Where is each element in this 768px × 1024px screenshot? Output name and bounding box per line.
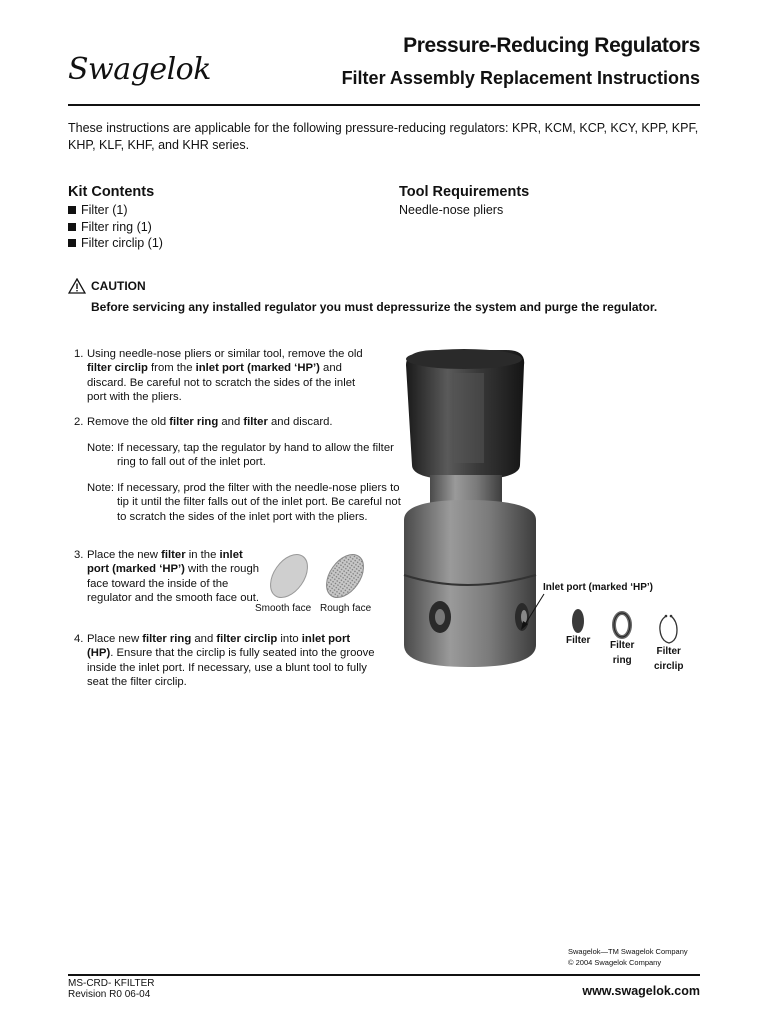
swagelok-logo: Swagelok [68, 52, 211, 87]
step-number: 3. [74, 549, 84, 561]
filter-part-icon [568, 606, 588, 636]
list-item: Filter (1) [68, 202, 163, 219]
trademark-notice: Swagelok—TM Swagelok Company © 2004 Swagelok Company [568, 947, 688, 967]
kit-contents-section [68, 184, 163, 252]
tool-requirements-section [399, 184, 529, 219]
bullet-icon [68, 239, 76, 247]
rough-face-label: Rough face [320, 603, 372, 614]
caution-label: CAUTION [91, 279, 146, 293]
inlet-port-label: Inlet port (marked ‘HP’) [543, 582, 654, 593]
filter-circlip-icon [657, 613, 681, 647]
filter-ring-icon [610, 610, 634, 640]
rough-face-disc [319, 550, 371, 602]
step-4: Place new filter ring and filter circlip into inlet port (HP). Ensure that the circlip is fully seated into the groove inside the inlet port. If necessary, use a blunt tool to fully seat the filter circlip. [87, 633, 375, 688]
step-number: 1. [74, 348, 84, 360]
step-2: Remove the old filter ring and filter and discard. [87, 416, 333, 428]
warning-icon [68, 278, 86, 294]
step-1: Using needle-nose pliers or similar tool, remove the old filter circlip from the inlet port (marked ‘HP’) and discard. Be careful not to scratch the sides of the inlet port with the pliers. [87, 348, 363, 403]
step-2-note-2: Note: If necessary, prod the filter with the needle-nose pliers to tip it until the filter falls out of the inlet port. Be careful not to scratch the sides of the inlet port with the pliers. [87, 482, 401, 523]
arrow-icon [518, 592, 548, 632]
filter-part-label: Filter [566, 635, 591, 646]
caution-text: Before servicing any installed regulator you must depressurize the system and purge the regulator. [91, 300, 658, 314]
footer-rule [68, 974, 700, 976]
step-number: 4. [74, 633, 84, 645]
kit-contents-list [68, 202, 163, 252]
header-rule [68, 104, 700, 106]
step-number: 2. [74, 416, 84, 428]
smooth-face-label: Smooth face [255, 603, 312, 614]
page-title: Pressure-Reducing Regulators [403, 34, 700, 57]
tool-item: Needle-nose pliers [399, 203, 504, 217]
kit-contents-heading: Kit Contents [68, 184, 155, 200]
list-item: Filter circlip (1) [68, 235, 163, 252]
step-3: Place the new filter in the inlet port (marked ‘HP’) with the rough face toward the inside of the regulator and the smooth face out. [87, 549, 260, 604]
filter-ring-label: Filter ring [610, 640, 635, 666]
list-item: Filter ring (1) [68, 219, 163, 236]
step-2-note-1: Note: If necessary, tap the regulator by hand to allow the filter ring to fall out of the inlet port. [87, 442, 394, 469]
intro-paragraph: These instructions are applicable for the following pressure-reducing regulators: KPR, KCM, KCP, KCY, KPP, KPF, KHP, KLF, KHF, and KHR series. [68, 121, 699, 152]
filter-faces-illustration [265, 550, 375, 602]
page-subtitle: Filter Assembly Replacement Instructions [341, 68, 700, 88]
bullet-icon [68, 223, 76, 231]
caution-label-row [68, 278, 146, 294]
document-id: MS-CRD- KFILTER Revision R0 06-04 [68, 978, 155, 1000]
smooth-face-disc [265, 550, 315, 602]
website-link[interactable]: www.swagelok.com [582, 984, 700, 998]
bullet-icon [68, 206, 76, 214]
tool-requirements-heading: Tool Requirements [399, 184, 530, 200]
filter-circlip-label: Filter circlip [654, 646, 684, 672]
